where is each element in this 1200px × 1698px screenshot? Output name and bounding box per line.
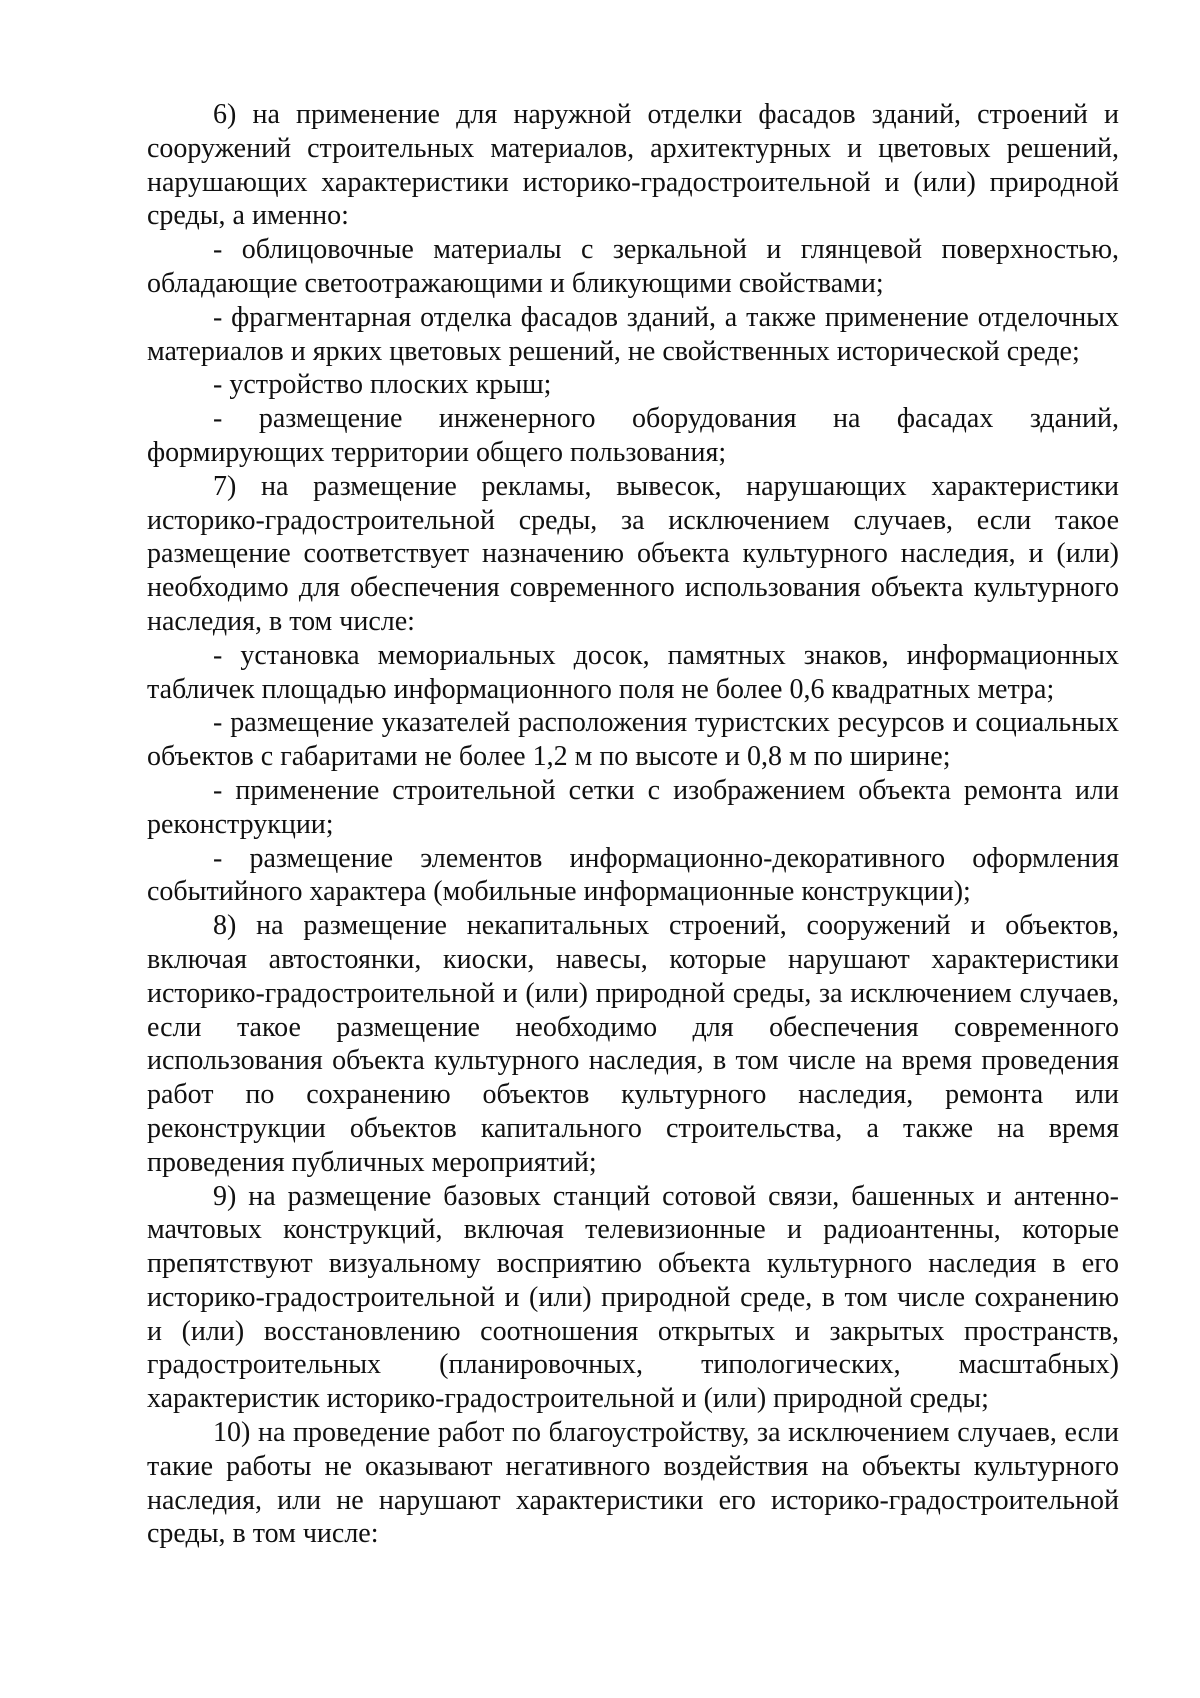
list-item-mirror-cladding: - облицовочные материалы с зеркальной и глянцевой поверхностью, обладающие светоотражающими и бликующими свойствами; [147,234,1119,299]
paragraph-item-8: 8) на размещение некапитальных строений, сооружений и объектов, включая автостоянки, киоски, навесы, которые нарушают характеристики историко-градостроительной и (или) природной среды, за исключением случаев, если такое размещение необходимо для обеспечения современного использования объекта культурного наследия, в том числе на время проведения работ по сохранению объектов культурного наследия, ремонта или реконструкции объектов капитального строительства, а также на время проведения публичных мероприятий; [147,910,1119,1178]
list-item-engineering-equipment: - размещение инженерного оборудования на фасадах зданий, формирующих территории общего пользования; [147,403,1119,468]
paragraph-item-6: 6) на применение для наружной отделки фасадов зданий, строений и сооружений строительных материалов, архитектурных и цветовых решений, нарушающих характеристики историко-градостроительной и (или) природной среды, а именно: [147,99,1119,232]
paragraph-item-10: 10) на проведение работ по благоустройству, за исключением случаев, если такие работы не оказывают негативного воздействия на объекты культурного наследия, или не нарушают характеристики его историко-градостроительной среды, в том числе: [147,1417,1119,1550]
list-item-event-decor: - размещение элементов информационно-декоративного оформления событийного характера (мобильные информационные конструкции); [147,842,1119,908]
list-item-flat-roofs: - устройство плоских крыш; [213,369,552,401]
list-item-fragmentary-finish: - фрагментарная отделка фасадов зданий, а также применение отделочных материалов и ярких цветовых решений, не свойственных исторической среде; [147,301,1119,367]
list-item-tourist-signs: - размещение указателей расположения туристских ресурсов и социальных объектов с габаритами не более 1,2 м по высоте и 0,8 м по ширине; [147,707,1119,773]
paragraph-item-9: 9) на размещение базовых станций сотовой связи, башенных и антенно-мачтовых конструкций, включая телевизионные и радиоантенны, которые препятствуют визуальному восприятию объекта культурного наследия в его историко-градостроительной и (или) природной среде, в том числе сохранению и (или) восстановлению соотношения открытых и закрытых пространств, градостроительных (планировочных, типологических, масштабных) характеристик историко-градостроительной и (или) природной среды; [147,1180,1119,1415]
list-item-memorial-plaques: - установка мемориальных досок, памятных знаков, информационных табличек площадью информационного поля не более 0,6 квадратных метра; [147,639,1119,705]
list-item-construction-mesh: - применение строительной сетки с изображением объекта ремонта или реконструкции; [147,774,1119,840]
paragraph-item-7: 7) на размещение рекламы, вывесок, нарушающих характеристики историко-градостроительной среды, за исключением случаев, если такое размещение соответствует назначению объекта культурного наследия, и (или) необходимо для обеспечения современного использования объекта культурного наследия, в том числе: [147,470,1119,637]
document-body [147,98,1119,1551]
